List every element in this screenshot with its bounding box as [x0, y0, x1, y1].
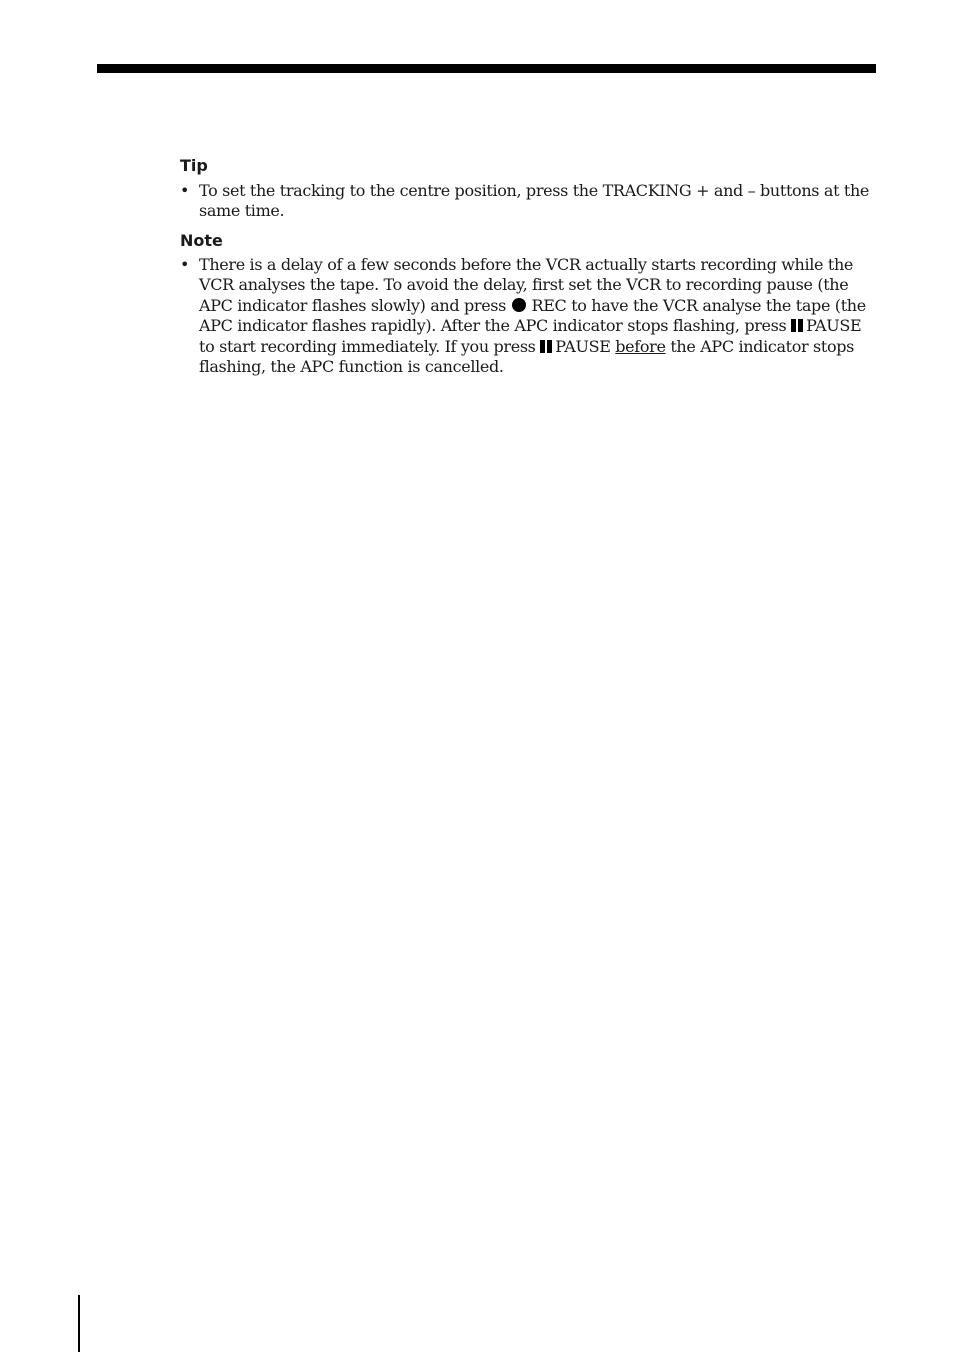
bullet: •	[180, 181, 190, 200]
tip-item	[180, 181, 872, 222]
note-text-part: the APC indicator stops flashing, the APC function is cancelled.	[199, 336, 855, 377]
note-text	[199, 255, 872, 377]
tip-heading: Tip	[180, 156, 208, 175]
top-rule	[97, 64, 876, 73]
pause-label: PAUSE	[555, 336, 611, 356]
note-text-part: to have the VCR analyse the tape (the APC indicator flashes rapidly). After the APC indicator stops flashing, press	[199, 295, 866, 336]
tip-text: To set the tracking to the centre position, press the TRACKING + and – buttons at the same time.	[199, 181, 870, 221]
note-item	[180, 255, 872, 377]
emphasis-before: before	[615, 336, 666, 356]
note-text-part: to start recording immediately. If you press	[199, 336, 541, 356]
note-text-part: There is a delay of a few seconds before the VCR actually starts recording while the VCR analyses the tape. To avoid the delay, first set the VCR to recording pause (the APC indicator flashes slowly) and press	[199, 255, 854, 315]
record-dot-icon	[512, 298, 526, 312]
note-heading: Note	[180, 231, 223, 250]
pause-bars-icon	[540, 340, 553, 353]
bullet: •	[180, 255, 190, 274]
pause-label: PAUSE	[806, 316, 862, 336]
rec-label: REC	[531, 295, 567, 315]
pause-bars-icon	[791, 319, 804, 332]
margin-rule	[78, 1295, 80, 1352]
